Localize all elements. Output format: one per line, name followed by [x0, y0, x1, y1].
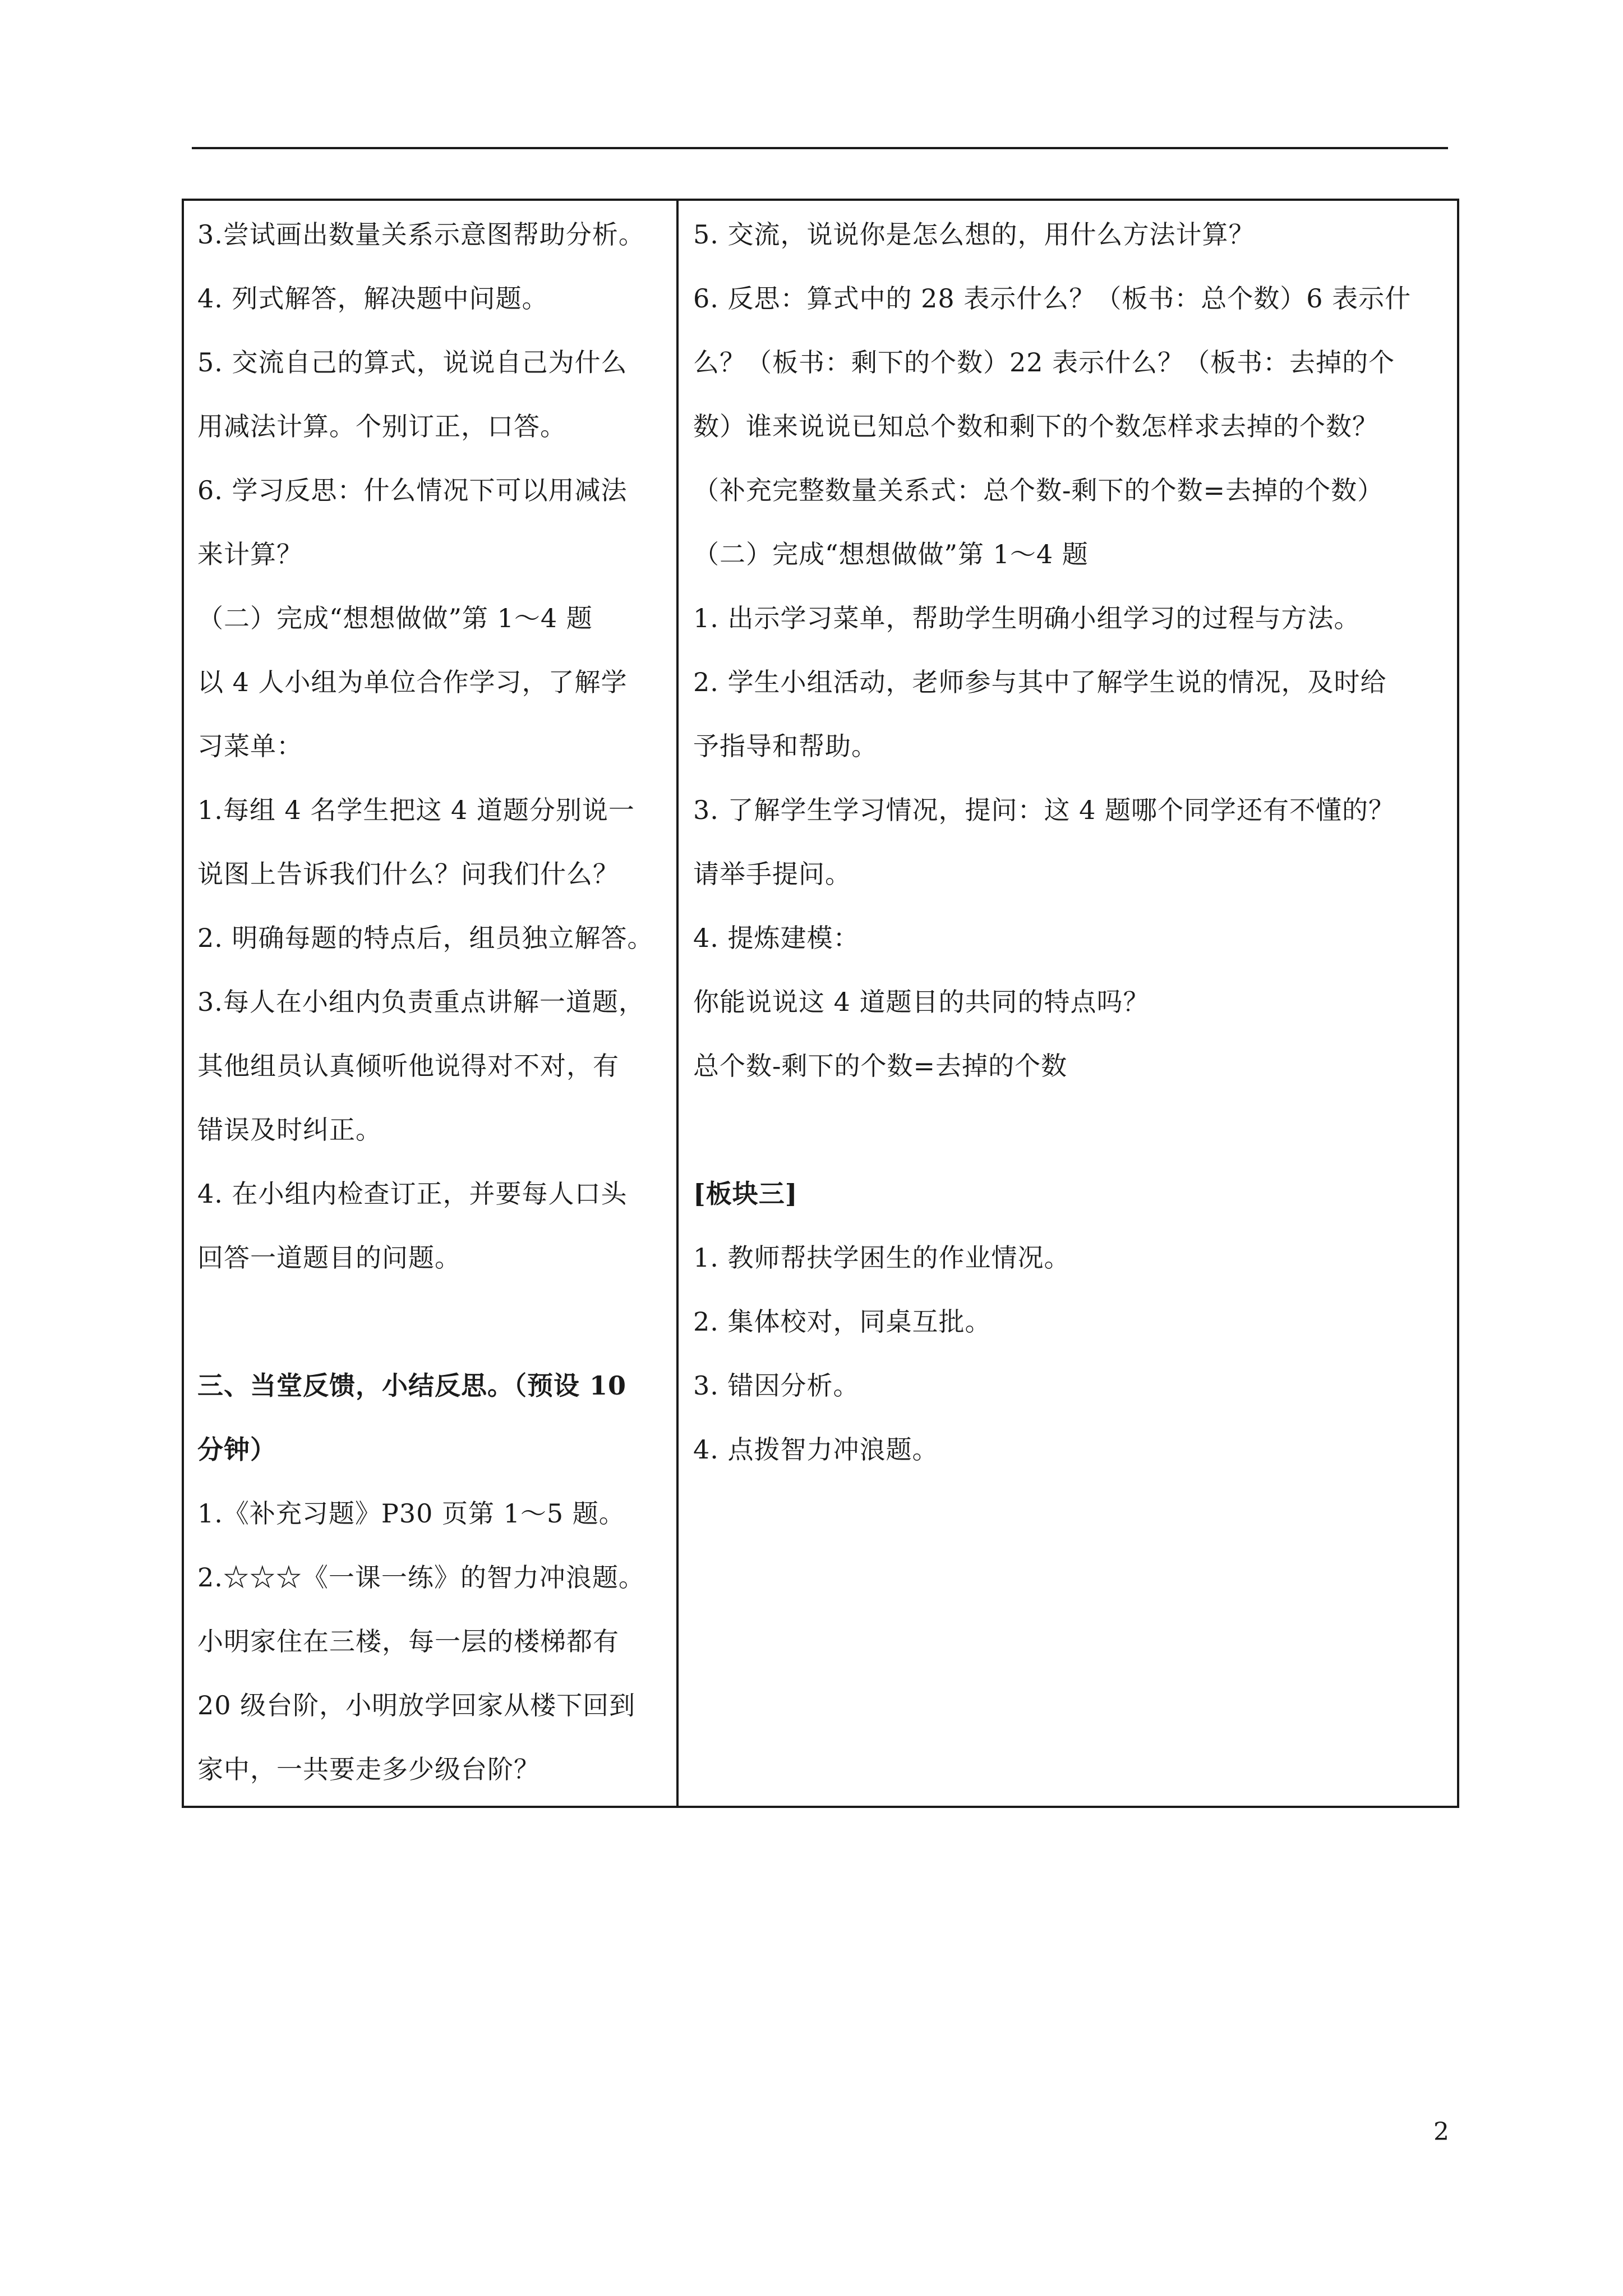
left-line: 4. 在小组内检查订正，并要每人口头	[197, 1179, 628, 1209]
left-line: 小明家住在三楼，每一层的楼梯都有	[197, 1626, 619, 1657]
right-line: 3. 了解学生学习情况，提问：这 4 题哪个同学还有不懂的？	[693, 795, 1395, 825]
left-line: 2. 明确每题的特点后，组员独立解答。	[197, 923, 654, 953]
header-rule	[192, 147, 1448, 149]
right-line: 5. 交流，说说你是怎么想的，用什么方法计算？	[693, 219, 1255, 250]
page-number: 2	[1433, 2118, 1449, 2146]
left-line: 以 4 人小组为单位合作学习，了解学	[197, 667, 628, 697]
left-line: 2.☆☆☆《一课一练》的智力冲浪题。	[197, 1562, 645, 1593]
left-line: 3.每人在小组内负责重点讲解一道题，	[197, 987, 645, 1017]
left-line: 1.每组 4 名学生把这 4 道题分别说一	[197, 795, 635, 825]
right-line: 4. 提炼建模：	[693, 923, 860, 953]
right-line: 2. 集体校对，同桌互批。	[693, 1306, 992, 1337]
left-line: 1.《补充习题》P30 页第 1～5 题。	[197, 1498, 625, 1529]
right-line: 3. 错因分析。	[693, 1370, 860, 1401]
left-line: 20 级台阶，小明放学回家从楼下回到	[197, 1690, 636, 1720]
right-line: 总个数-剩下的个数=去掉的个数	[693, 1051, 1068, 1081]
left-line: 6. 学习反思：什么情况下可以用减法	[197, 475, 628, 505]
left-line: 5. 交流自己的算式，说说自己为什么	[197, 347, 628, 378]
left-line: 回答一道题目的问题。	[197, 1243, 461, 1273]
right-line: 数）谁来说说已知总个数和剩下的个数怎样求去掉的个数？	[693, 411, 1378, 441]
left-line: 4. 列式解答，解决题中问题。	[197, 283, 548, 314]
left-line: 3.尝试画出数量关系示意图帮助分析。	[197, 219, 645, 250]
left-line: 错误及时纠正。	[197, 1115, 382, 1145]
section-heading: [板块三]	[693, 1179, 798, 1209]
right-line: （二）完成“想想做做”第 1～4 题	[693, 539, 1089, 569]
left-line: 用减法计算。个别订正，口答。	[197, 411, 566, 441]
right-line: 么？（板书：剩下的个数）22 表示什么？（板书：去掉的个	[693, 347, 1395, 378]
right-line: 请举手提问。	[693, 859, 851, 889]
left-line: 家中，一共要走多少级台阶？	[197, 1754, 540, 1784]
section-heading: 三、当堂反馈，小结反思。（预设 10	[197, 1370, 627, 1401]
right-line: 1. 出示学习菜单，帮助学生明确小组学习的过程与方法。	[693, 603, 1361, 633]
left-line: （二）完成“想想做做”第 1～4 题	[197, 603, 593, 633]
left-line: 其他组员认真倾听他说得对不对，有	[197, 1051, 619, 1081]
right-line: 予指导和帮助。	[693, 731, 878, 761]
right-line: 2. 学生小组活动，老师参与其中了解学生说的情况，及时给	[693, 667, 1387, 697]
right-line: 4. 点拨智力冲浪题。	[693, 1434, 939, 1465]
right-line: 6. 反思：算式中的 28 表示什么？（板书：总个数）6 表示什	[693, 283, 1412, 314]
lesson-plan-table	[182, 199, 1459, 1808]
right-line: 你能说说这 4 道题目的共同的特点吗？	[693, 987, 1150, 1017]
right-line: 1. 教师帮扶学困生的作业情况。	[693, 1243, 1071, 1273]
left-line: 习菜单：	[197, 731, 303, 761]
left-line: 来计算？	[197, 539, 303, 569]
column-divider	[676, 201, 679, 1806]
left-line: 说图上告诉我们什么？问我们什么？	[197, 859, 619, 889]
section-heading: 分钟）	[197, 1434, 276, 1465]
right-line: （补充完整数量关系式：总个数-剩下的个数=去掉的个数）	[693, 475, 1384, 505]
